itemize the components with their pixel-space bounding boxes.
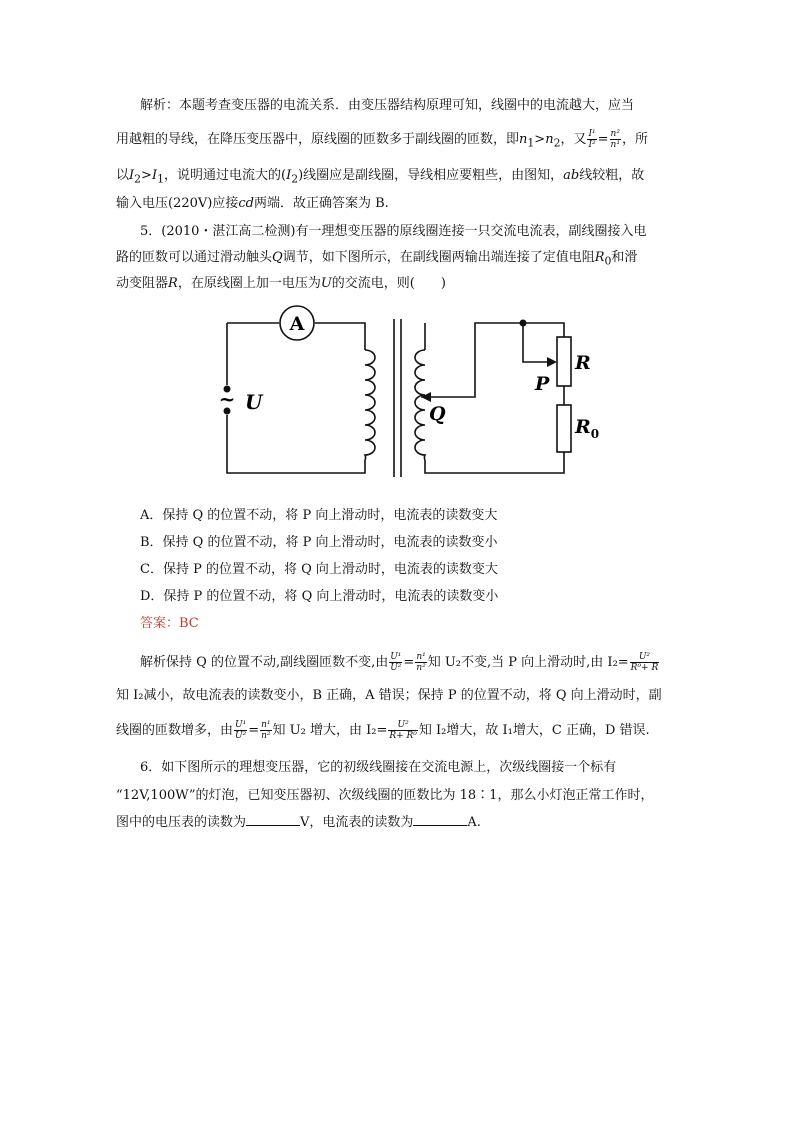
fraction: $\frac{\text{n¹}}{\text{n²}}$ (261, 720, 271, 741)
question-line: “12V,100W”的灯泡，已知变压器初、次级线圈的匝数比为 18∶1，那么小灯泡正常工作时， (116, 788, 654, 803)
analysis-line: 线圈的匝数增多，由 $\frac{\text{U¹}}{\text{U²}}$ = $\frac{\text{n¹}}{\text{n²}}$ 知 U₂ 增大，由 I₂= $\frac{\text{U²}}{\text{R+ R⁰}}$ 知 I₂增大，故 I₁增大，C 正确，D 错误. (116, 720, 650, 741)
slider-label: P (535, 373, 550, 395)
fraction: $\frac{\text{I¹}}{\text{I²}}$ (588, 129, 596, 150)
question-line: 图中的电压表的读数为 V，电流表的读数为 A. (116, 815, 481, 830)
rheostat-label: R (575, 352, 591, 374)
transformer-circuit-figure (215, 305, 605, 485)
tap-arrow (421, 392, 431, 402)
option-b: B．保持 Q 的位置不动，将 P 向上滑动时，电流表的读数变小 (140, 535, 498, 550)
option-d: D．保持 P 的位置不动，将 Q 向上滑动时，电流表的读数变小 (140, 589, 499, 604)
rheostat (557, 337, 571, 386)
answer-blank[interactable] (413, 813, 467, 826)
fraction: $\frac{\text{n¹}}{\text{n²}}$ (416, 652, 426, 673)
fraction: $\frac{\text{U²}}{\text{R⁰+ R}}$ (630, 652, 659, 673)
junction-dot (520, 320, 527, 327)
secondary-coil (415, 350, 425, 460)
question-line: 5．(2010・湛江高二检测)有一理想变压器的原线圈连接一只交流电流表，副线圈接入电 (140, 224, 647, 239)
question-line: 路的匝数可以通过滑动触头Q调节，如下图所示，在副线圈两输出端连接了定值电阻$R_0$和滑 (116, 250, 638, 268)
voltage-label: U (245, 390, 263, 414)
primary-coil (365, 350, 375, 460)
fixed-resistor (557, 405, 571, 452)
ammeter-label: A (289, 313, 305, 335)
analysis-line: 解析：本题考查变压器的电流关系．由变压器结构原理可知，线圈中的电流越大，应当 (140, 98, 635, 113)
fraction: $\frac{\text{n²}}{\text{n¹}}$ (610, 129, 620, 150)
tap-label: Q (429, 403, 446, 425)
analysis-line: 知 I₂减小，故电流表的读数变小，B 正确，A 错误；保持 P 的位置不动，将 Q 向上滑动时，副 (116, 688, 662, 703)
analysis-line: 用越粗的导线，在降压变压器中，原线圈的匝数多于副线圈的匝数，即$n_1>n_2$，又 $\frac{\text{I¹}}{\text{I²}}$ = $\frac{\text{n²}}{\text{n¹}}$ ，所 (116, 129, 648, 150)
analysis-line: 解析保持 Q 的位置不动,副线圈匝数不变,由 $\frac{\text{U¹}}{\text{U²}}$ = $\frac{\text{n¹}}{\text{n²}}$ 知 U₂不变,当 P 向上滑动时,由 I₂= $\frac{\text{U²}}{\text{R⁰+ R}}$ (140, 652, 659, 673)
question-line: 6．如下图所示的理想变压器，它的初级线圈接在交流电源上，次级线圈接一个标有 (140, 760, 617, 775)
option-a: A．保持 Q 的位置不动，将 P 向上滑动时，电流表的读数变大 (140, 508, 498, 523)
fraction: $\frac{\text{U¹}}{\text{U²}}$ (390, 652, 402, 673)
analysis-line: 以$I_2>I_1$，说明通过电流大的$(I_2)$线圈应是副线圈，导线相应要粗些，由图知，ab线较粗，故 (116, 168, 645, 186)
answer-blank[interactable] (246, 813, 300, 826)
analysis-line: 输入电压(220V)应接cd两端．故正确答案为 B. (116, 196, 389, 211)
fraction: $\frac{\text{U²}}{\text{R+ R⁰}}$ (389, 720, 417, 741)
question-line: 动变阻器R，在原线圈上加一电压为U的交流电，则( ) (116, 276, 446, 291)
answer: 答案：BC (140, 616, 199, 631)
ac-symbol: ~ (218, 387, 236, 411)
slider-arrow (547, 357, 557, 367)
fraction: $\frac{\text{U¹}}{\text{U²}}$ (235, 720, 247, 741)
fixed-resistor-label: $R_0$ (575, 416, 600, 441)
option-c: C．保持 P 的位置不动，将 Q 向上滑动时，电流表的读数变大 (140, 562, 498, 577)
